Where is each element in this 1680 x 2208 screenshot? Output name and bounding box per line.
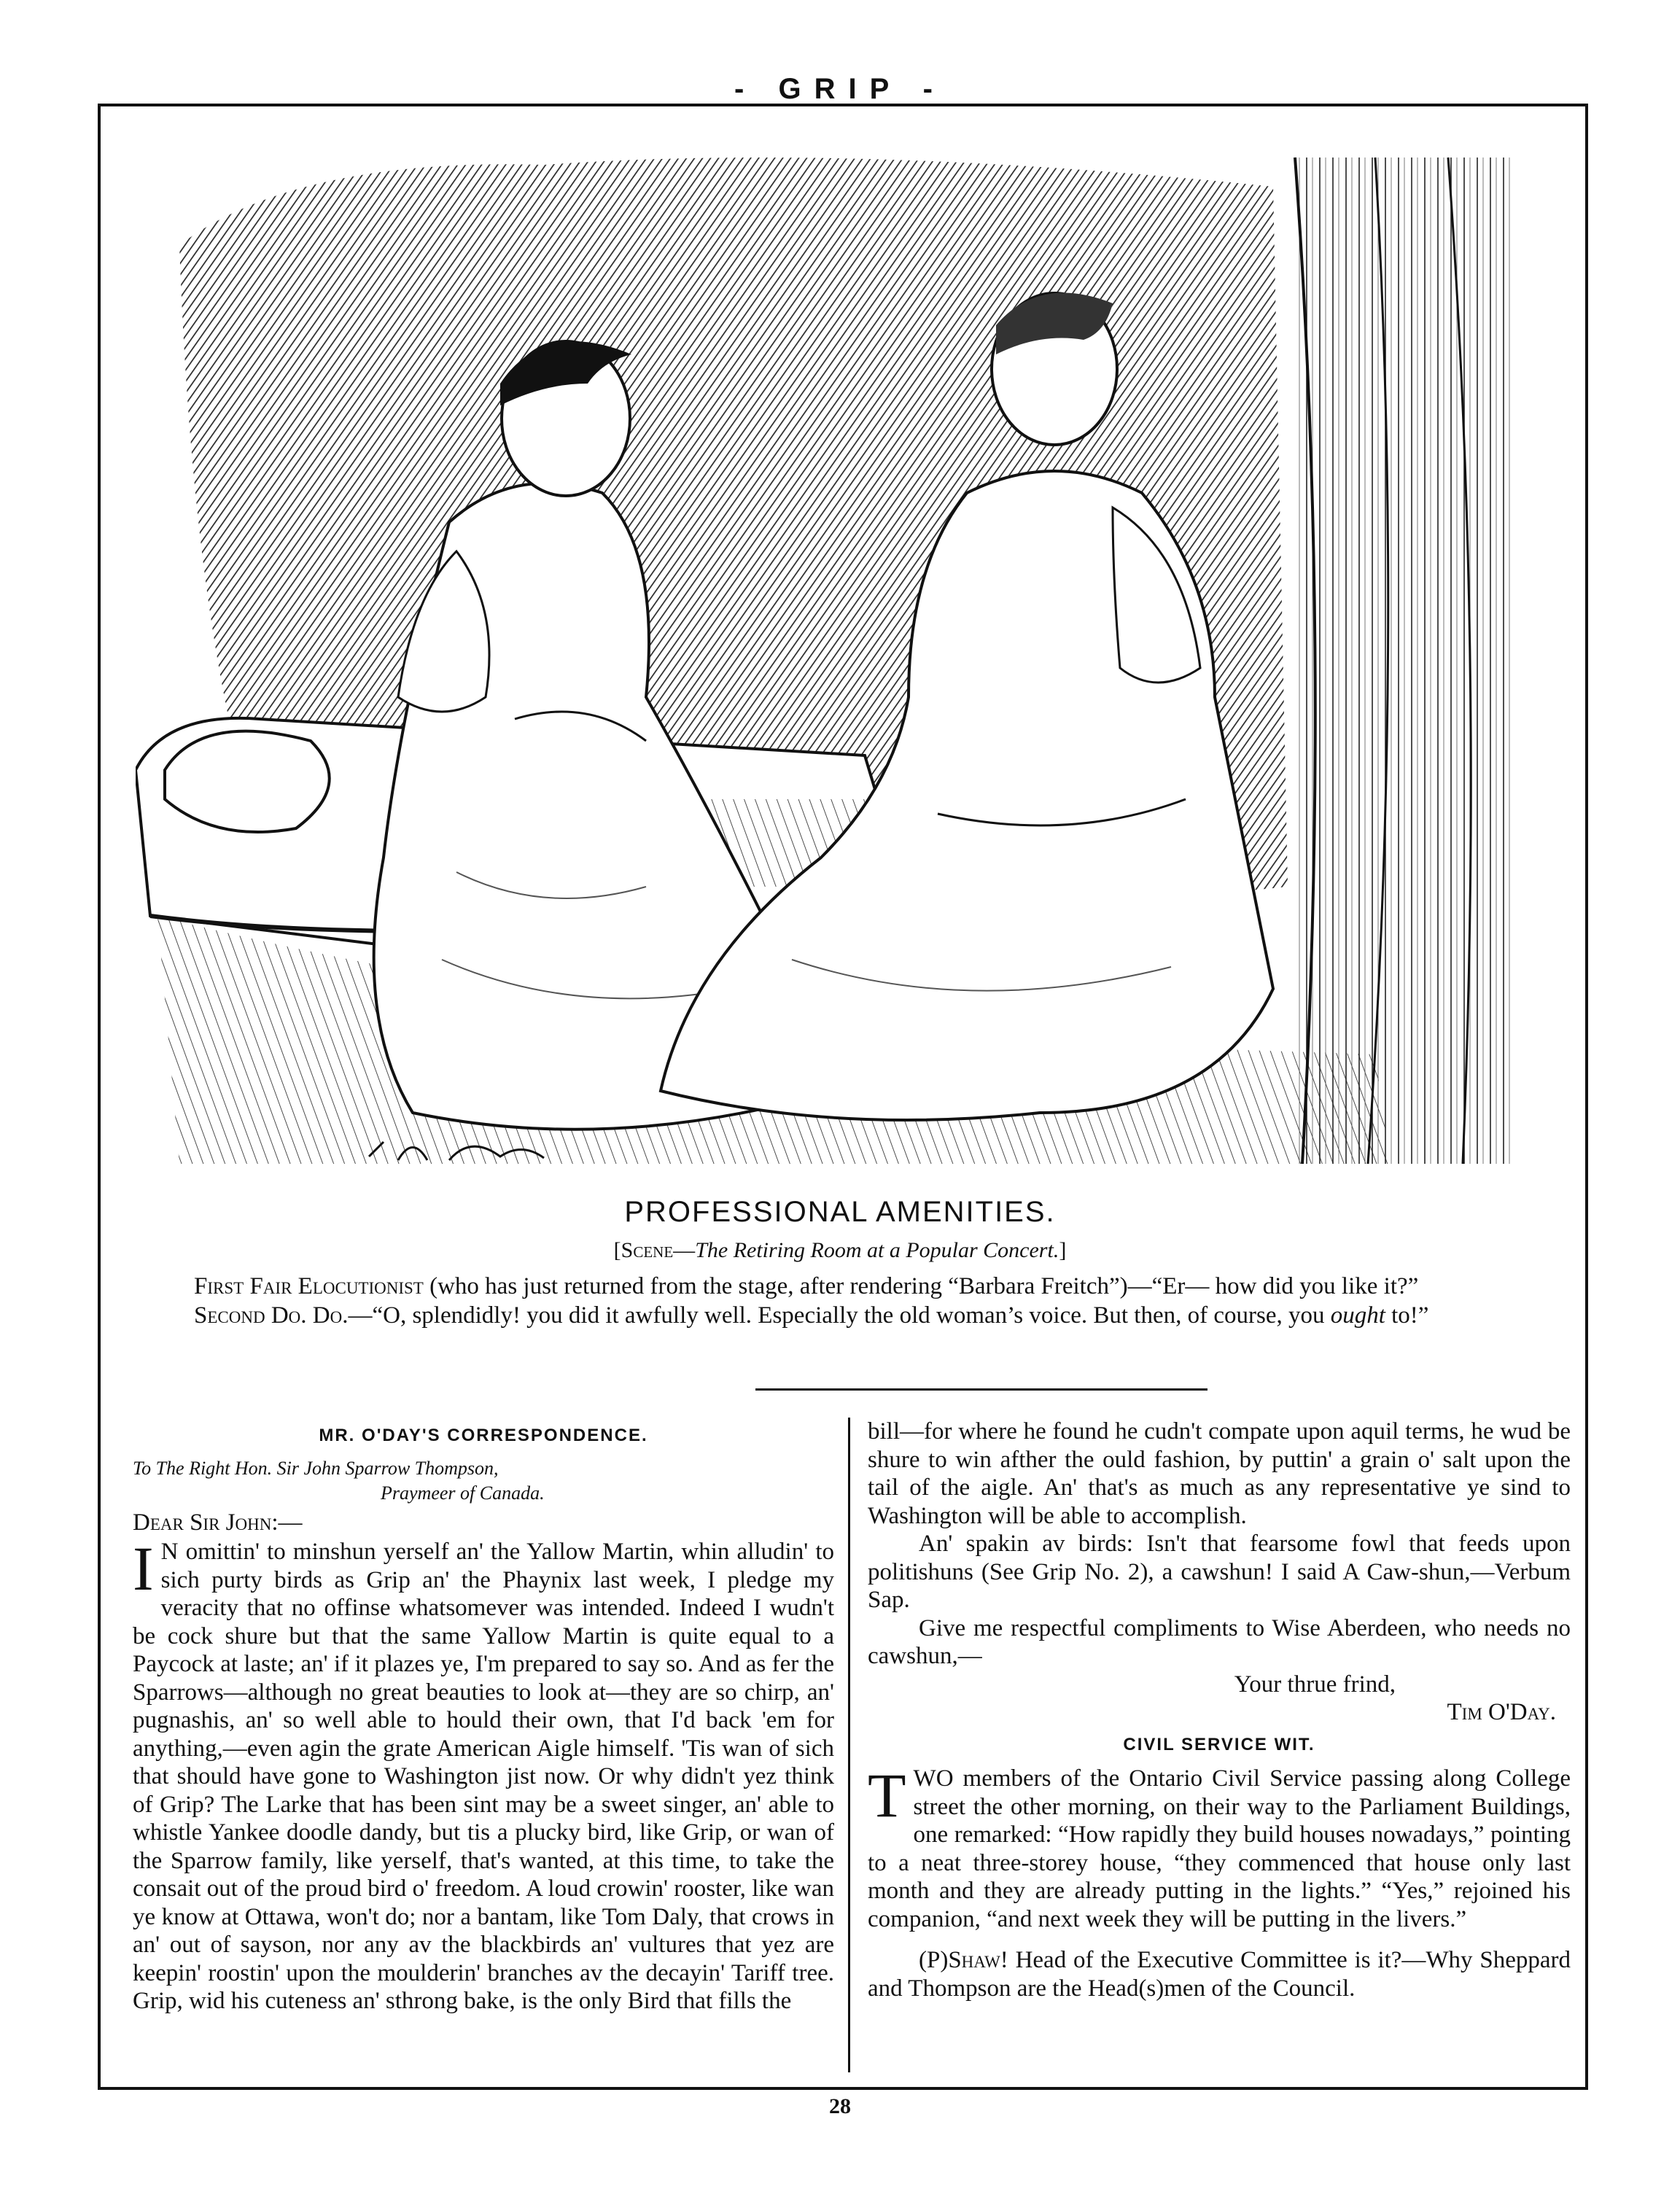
pshaw-lead: (P)Shaw! [919, 1947, 1008, 1973]
letter-salutation: Dear Sir John:— [133, 1509, 303, 1536]
speaker-2: Second Do. Do. [194, 1302, 349, 1329]
letter-paragraph-1-text: N omittin' to minshun yerself an' the Yallow Martin, whin alludin' to sich purty birds as Grip an' the Phaynix last week, I pledge my veracity that no offinse whatsomever was intended. Indeed I wudn't be cock shure but that the same Yallow Martin is quite equal to a Paycock at laste; an' if it plazes ye, I'm prepared to say so. And as fer the Sparrows—although no great beauties to look at—they are so chirp, an' pugnashis, an' so well able to hould their own, that I'd back 'em for anything,—even agin the grate American Aigle himself. 'Tis wan of sich that should have gone to Washington jist now. Or why didn't yez think of Grip? The Larke that has been sint may be a sweet singer, an' able to whistle Yankee doodle dandy, but tis a plucky bird, like Grip, or wan of the Sparrow family, like yerself, that's wanted, at this time, to take the consait out of the proud bird o' freedom. A loud crowin' rooster, like wan ye know at Ottawa, won't do; nor a bantam, like Tom Daly, that crows in an' out of sayson, nor any av the blackbirds an' vultures that yez are keepin' roostin' upon the moulderin' branches av the decayin' Tariff tree. Grip, wid his cuteness an' sthrong bake, is the only Bird that fills the [133, 1539, 834, 2014]
cartoon-dialogue [143, 1272, 1572, 1330]
right-column [868, 1418, 1571, 2002]
civil-service-text: WO members of the Ontario Civil Service passing along College street the other morning, on their way to the Parliament Buildings, one remarked: “How rapidly they build houses nowadays,” pointing to a neat three-storey house, “they commenced that house only last month and they are already putting in the lights.” “Yes,” rejoined his companion, “and next week they will be putting in the livers.” [868, 1765, 1571, 1932]
cartoon-title: PROFESSIONAL AMENITIES. [624, 1196, 1056, 1228]
column-divider [848, 1418, 850, 2072]
letter-paragraph-1 [133, 1533, 834, 2015]
letter-paragraph-2: An' spakin av birds: Isn't that fearsome fowl that feeds upon politishuns (See Grip No. 2), a cawshun! I said A Caw-shun,—Verbum Sap. [868, 1531, 1571, 1613]
masthead: - GRIP - [734, 73, 946, 105]
civil-service-heading: CIVIL SERVICE WIT. [1123, 1734, 1315, 1754]
address-line-2: Praymeer of Canada. [381, 1482, 545, 1504]
letter-signature: Tim O'Day. [1447, 1699, 1556, 1725]
line-1-text: (who has just returned from the stage, after rendering “Barbara Freitch”)—“Er— how did you like it?” [423, 1273, 1419, 1299]
line-2-text-b: to!” [1385, 1302, 1429, 1329]
pshaw-paragraph [868, 1946, 1571, 2002]
letter-paragraph-3: Give me respectful compliments to Wise Aberdeen, who needs no cawshun,— [868, 1614, 1571, 1669]
civil-service-paragraph [868, 1760, 1571, 1933]
letter-closing: Your thrue frind, [1234, 1671, 1396, 1698]
line-2-emphasis: ought [1330, 1302, 1385, 1329]
drop-cap-i: I [133, 1533, 154, 1603]
cartoon-drawing [136, 143, 1572, 1187]
scene-caption [0, 1238, 1680, 1263]
cartoon-illustration [136, 143, 1572, 1187]
scene-open: [Scene— [613, 1238, 696, 1262]
left-column [133, 1418, 834, 2015]
scene-close: ] [1059, 1238, 1067, 1262]
pshaw-text: Head of the Executive Committee is it?—Why Sheppard and Thompson are the Head(s)men of the Council. [868, 1947, 1571, 2002]
correspondence-heading: MR. O'DAY'S CORRESPONDENCE. [319, 1426, 648, 1445]
scene-text: The Retiring Room at a Popular Concert. [695, 1238, 1059, 1262]
curtain [1295, 158, 1514, 1164]
section-divider [755, 1388, 1208, 1391]
line-2-text-a: —“O, splendidly! you did it awfully well. Especially the old woman’s voice. But then, of course, you [348, 1302, 1331, 1329]
speaker-1: First Fair Elocutionist [194, 1273, 424, 1299]
drop-cap-t: T [868, 1760, 906, 1830]
letter-paragraph-1-continued: bill—for where he found he cudn't compate upon aquil terms, he wud be shure to win afther the ould fashion, by puttin' a grain o' salt upon the tail of the aigle. An' that's as much as any representative ye sind to Washington will be able to accomplish. [868, 1418, 1571, 1529]
letter-address [133, 1456, 834, 1506]
cushion [165, 731, 330, 832]
dialogue-line-2 [143, 1301, 1572, 1330]
dialogue-line-1 [143, 1272, 1572, 1301]
address-line-1: To The Right Hon. Sir John Sparrow Thompson, [133, 1457, 499, 1479]
page-number: 28 [829, 2094, 851, 2118]
